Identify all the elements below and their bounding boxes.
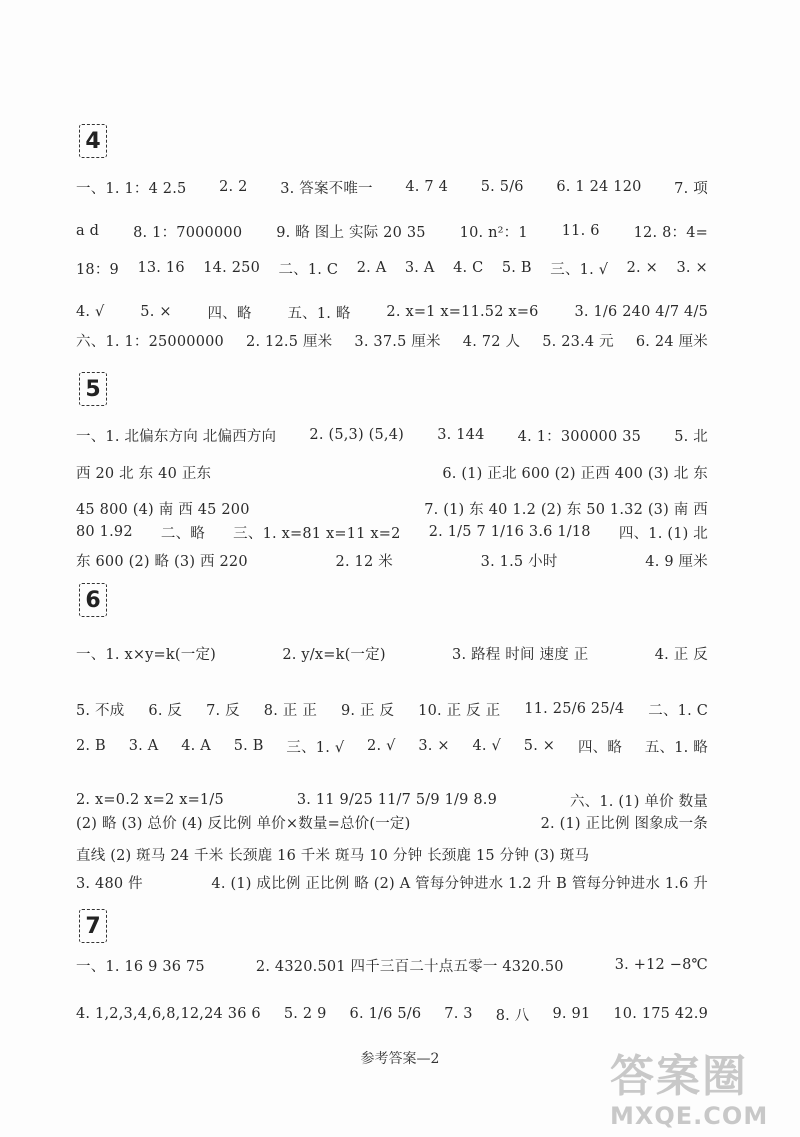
answer-item: 四、略	[207, 305, 252, 322]
answer-line	[76, 457, 708, 487]
answer-item: 一、1. 16 9 36 75	[76, 958, 205, 975]
answer-item: 14. 250	[203, 260, 260, 276]
answer-item: 三、1. √	[550, 261, 609, 278]
answer-item: 7. 3	[444, 1006, 473, 1022]
answer-item: 4. (1) 成比例 正比例 略 (2) A 管每分钟进水 1.2 升 B 管每分钟进水 1.6 升	[211, 875, 708, 892]
answer-item: 18：9	[76, 261, 119, 278]
answer-item: 3. ×	[418, 738, 450, 754]
answer-item: 直线 (2) 斑马 24 千米 长颈鹿 16 千米 斑马 10 分钟 长颈鹿 15 分钟 (3) 斑马	[76, 847, 590, 864]
answer-item: 5. 不成	[76, 702, 125, 719]
answer-item: 四、1. (1) 北	[618, 525, 708, 542]
answer-item: 五、1. 略	[644, 739, 708, 756]
answer-item: 2. (1) 正比例 图象成一条	[540, 815, 708, 832]
answer-line	[76, 420, 708, 450]
answer-item: 4. 72 人	[462, 333, 521, 350]
answer-item: 9. 91	[552, 1006, 591, 1022]
answer-item: 10. n²：1	[459, 224, 528, 241]
answer-item: 2. B	[76, 738, 106, 754]
answer-item: 5. B	[233, 738, 264, 754]
answer-item: 2. √	[367, 738, 396, 754]
answer-item: 4. A	[181, 738, 211, 754]
answer-item: 2. (5,3) (5,4)	[309, 427, 405, 443]
answer-item: 6. 反	[148, 702, 183, 719]
answer-item: 8. 八	[495, 1007, 530, 1024]
answer-item: 二、略	[160, 525, 206, 542]
answer-item: 2. 12 米	[335, 553, 393, 570]
answer-item: 二、1. C	[648, 702, 708, 719]
answer-item: 3. +12 −8℃	[614, 957, 708, 973]
answer-item: 9. 正 反	[340, 702, 395, 719]
answer-item: a d	[76, 223, 100, 239]
answer-item: 5. B	[501, 260, 532, 276]
answer-item: 5. 5/6	[480, 179, 524, 195]
answer-line	[76, 691, 708, 727]
answer-line	[76, 545, 708, 575]
answer-line	[76, 808, 708, 836]
answer-item: 2. A	[356, 260, 387, 276]
answer-item: 3. 路程 时间 速度 正	[452, 646, 589, 663]
answer-item: 六、1. 1：25000000	[76, 333, 224, 350]
answer-item: 10. 正 反 正	[418, 702, 501, 719]
answer-item: 6. 24 厘米	[635, 333, 708, 350]
answer-item: 10. 175 42.9	[613, 1006, 708, 1022]
answer-item: 11. 6	[561, 223, 600, 239]
answer-item: 一、1. 北偏东方向 北偏西方向	[76, 428, 277, 445]
answer-line	[76, 325, 708, 355]
answer-item: 2. y/x=k(一定)	[282, 646, 386, 663]
answer-item: 4. √	[76, 304, 105, 320]
answer-item: 西 20 北 东 40 正东	[76, 465, 212, 482]
answer-item: 东 600 (2) 略 (3) 西 220	[76, 553, 248, 570]
answer-item: 4. 1,2,3,4,6,8,12,24 36 6	[76, 1006, 261, 1022]
answer-item: 13. 16	[137, 260, 185, 276]
answer-item: 2. x=0.2 x=2 x=1/5	[76, 792, 224, 808]
answer-item: 五、1. 略	[287, 305, 351, 322]
answer-item: 4. 正 反	[654, 646, 708, 663]
answer-item: 3. 144	[437, 427, 485, 443]
answer-item: 4. 7 4	[405, 179, 449, 195]
answer-item: 5. 23.4 元	[542, 333, 614, 350]
answer-item: 2. ×	[626, 260, 659, 276]
answer-item: 3. A	[128, 738, 159, 754]
answer-item: 5. ×	[523, 738, 556, 754]
answer-item: 3. 1/6 240 4/7 4/5	[574, 304, 708, 320]
answer-item: 4. √	[472, 738, 501, 754]
answer-line	[76, 840, 708, 868]
answer-item: 六、1. (1) 单价 数量	[569, 793, 708, 810]
watermark-title: 答案圈	[610, 1051, 748, 1102]
section-number-5: 5	[79, 372, 107, 406]
watermark-url: MXQE.COM	[610, 1102, 769, 1130]
answer-item: 2. x=1 x=11.52 x=6	[386, 304, 539, 320]
answer-item: 6. 1 24 120	[556, 179, 642, 195]
answer-item: 11. 25/6 25/4	[524, 701, 625, 717]
answer-item: 7. (1) 东 40 1.2 (2) 东 50 1.32 (3) 南 西	[424, 501, 708, 518]
answer-item: 4. 1：300000 35	[517, 428, 642, 445]
answer-item: 3. 37.5 厘米	[354, 333, 441, 350]
answer-item: 2. 4320.501 四千三百二十点五零一 4320.50	[255, 958, 564, 975]
section-number-7: 7	[79, 909, 107, 943]
answer-item: 2. 2	[219, 179, 248, 195]
answer-item: 7. 项	[674, 180, 708, 197]
answer-item: 12. 8：4=	[633, 224, 708, 241]
watermark-logo	[610, 1040, 780, 1130]
answer-item: 四、略	[577, 739, 623, 756]
section-number-4: 4	[79, 124, 107, 158]
answer-item: 45 800 (4) 南 西 45 200	[76, 501, 250, 518]
answer-item: 2. 12.5 厘米	[246, 333, 333, 350]
answer-line	[76, 635, 708, 671]
answer-line	[76, 950, 708, 980]
answer-item: 三、1. x=81 x=11 x=2	[233, 525, 401, 542]
answer-item: (2) 略 (3) 总价 (4) 反比例 单价×数量=总价(一定)	[76, 815, 411, 832]
answer-item: 3. 11 9/25 11/7 5/9 1/9 8.9	[296, 792, 498, 808]
section-number-6: 6	[79, 583, 107, 617]
answer-item: 3. ×	[676, 260, 708, 276]
answer-item: 3. A	[404, 260, 435, 276]
answer-item: 80 1.92	[76, 524, 133, 540]
answer-item: 5. ×	[140, 304, 172, 320]
answer-line	[76, 995, 708, 1033]
answer-line	[76, 868, 708, 896]
answer-item: 6. 1/6 5/6	[349, 1006, 422, 1022]
answer-item: 4. C	[453, 260, 484, 276]
answer-item: 7. 反	[206, 702, 240, 719]
answer-item: 9. 略 图上 实际 20 35	[276, 224, 426, 241]
answer-line	[76, 731, 708, 761]
page-footer: 参考答案—2	[360, 1051, 440, 1067]
answer-item: 3. 答案不唯一	[280, 180, 373, 197]
answer-item: 8. 1：7000000	[133, 224, 243, 241]
answer-item: 一、1. x×y=k(一定)	[76, 646, 217, 663]
answer-item: 6. (1) 正北 600 (2) 正西 400 (3) 北 东	[442, 465, 708, 482]
answer-item: 三、1. √	[286, 739, 345, 756]
answer-item: 8. 正 正	[263, 702, 318, 719]
answer-item: 4. 9 厘米	[645, 553, 708, 570]
answer-line	[76, 172, 708, 202]
answer-line	[76, 216, 708, 246]
answer-item: 5. 2 9	[283, 1006, 327, 1022]
answer-line	[76, 253, 708, 283]
answer-item: 2. 1/5 7 1/16 3.6 1/18	[428, 524, 591, 540]
answer-item: 一、1. 1：4 2.5	[76, 180, 187, 197]
answer-item: 3. 1.5 小时	[480, 553, 558, 570]
answer-item: 二、1. C	[278, 261, 339, 278]
answer-item: 5. 北	[674, 428, 708, 445]
answer-item: 3. 480 件	[76, 875, 143, 892]
